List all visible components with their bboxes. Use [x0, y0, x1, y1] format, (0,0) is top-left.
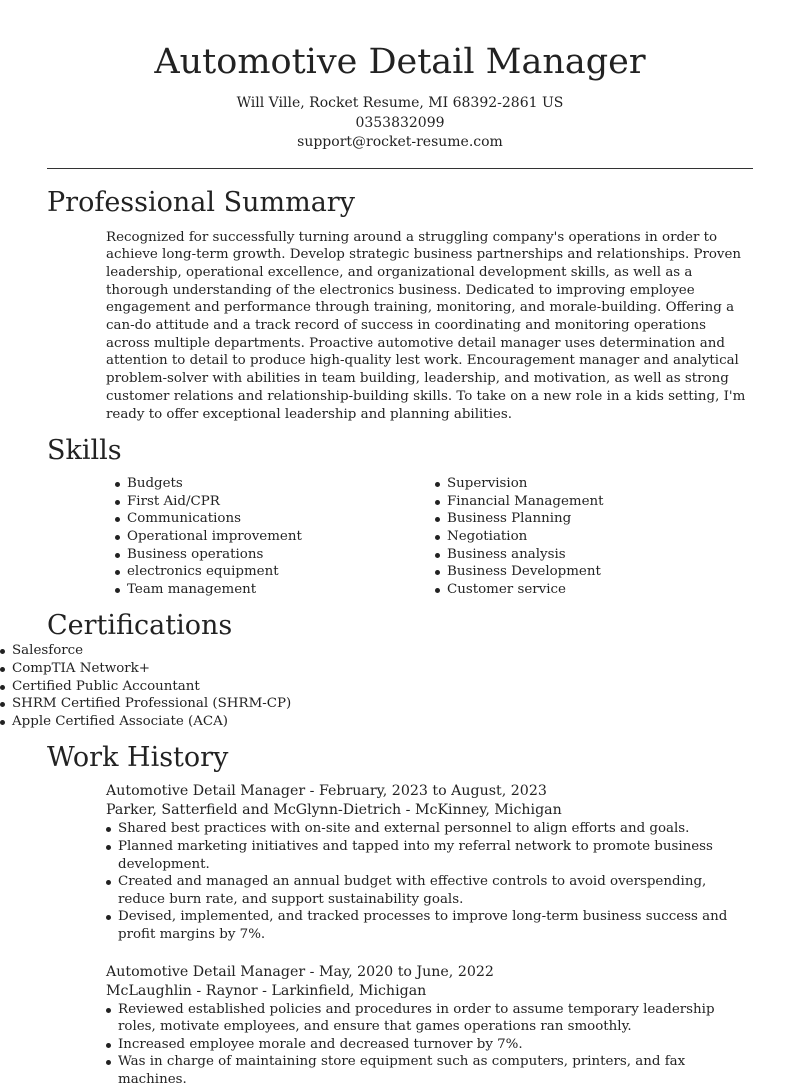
job-bullet: Created and managed an annual budget with effective controls to avoid overspending, reduce burn rate, and support sustainability goals.: [106, 873, 753, 908]
job-bullet: Increased employee morale and decreased turnover by 7%.: [106, 1036, 753, 1054]
contact-email: support@rocket-resume.com: [297, 134, 503, 150]
resume-title: Automotive Detail Manager: [154, 42, 646, 82]
contact-block: [0, 94, 800, 153]
certification-item: Certified Public Accountant: [0, 678, 800, 696]
contact-address: Will Ville, Rocket Resume, MI 68392-2861 US: [236, 95, 564, 111]
contact-phone: 0353832099: [355, 114, 445, 131]
job-role-dates: Automotive Detail Manager - May, 2020 to June, 2022: [106, 963, 494, 980]
skills-heading: Skills: [47, 435, 122, 467]
resume-header: [0, 0, 800, 153]
certification-item: Salesforce: [0, 642, 800, 660]
job-bullet: Was in charge of maintaining store equipment such as computers, printers, and fax machines.: [106, 1053, 753, 1088]
job-entry: [106, 963, 753, 1088]
certification-item: Apple Certified Associate (ACA): [0, 713, 800, 731]
certification-item: SHRM Certified Professional (SHRM-CP): [0, 695, 800, 713]
skills-list: [0, 475, 800, 598]
skills-column-2: [435, 475, 604, 598]
skill-item: Business Planning: [435, 510, 604, 528]
job-bullets: [106, 1001, 753, 1088]
work-history-heading: Work History: [47, 742, 229, 774]
skill-item: Business Development: [435, 563, 604, 581]
job-company-location: Parker, Satterfield and McGlynn-Dietrich - McKinney, Michigan: [106, 802, 562, 819]
job-bullet: Shared best practices with on-site and external personnel to align efforts and goals.: [106, 820, 753, 838]
job-entry: [106, 782, 753, 943]
skill-item: Supervision: [435, 475, 604, 493]
job-company-location: McLaughlin - Raynor - Larkinfield, Michigan: [106, 982, 427, 999]
skill-item: electronics equipment: [115, 563, 435, 581]
job-bullets: [106, 820, 753, 943]
skill-item: Business operations: [115, 546, 435, 564]
skill-item: Operational improvement: [115, 528, 435, 546]
skill-item: Budgets: [115, 475, 435, 493]
skill-item: Customer service: [435, 581, 604, 599]
skill-item: Communications: [115, 510, 435, 528]
skill-item: Financial Management: [435, 493, 604, 511]
skills-column-1: [115, 475, 435, 598]
certifications-heading: Certifications: [47, 610, 233, 642]
skill-item: Team management: [115, 581, 435, 599]
skill-item: First Aid/CPR: [115, 493, 435, 511]
header-divider: [47, 168, 753, 169]
job-bullet: Devised, implemented, and tracked processes to improve long-term business success and profit margins by 7%.: [106, 908, 753, 943]
job-bullet: Reviewed established policies and procedures in order to assume temporary leadership roles, motivate employees, and ensure that games operations ran smoothly.: [106, 1001, 753, 1036]
job-bullet: Planned marketing initiatives and tapped into my referral network to promote business development.: [106, 838, 753, 873]
skill-item: Negotiation: [435, 528, 604, 546]
summary-heading: Professional Summary: [47, 186, 355, 218]
certifications-list: [0, 642, 800, 730]
skill-item: Business analysis: [435, 546, 604, 564]
job-role-dates: Automotive Detail Manager - February, 2023 to August, 2023: [106, 783, 547, 800]
certification-item: CompTIA Network+: [0, 660, 800, 678]
summary-text: Recognized for successfully turning around a struggling company's operations in order to achieve long-term growth. Develop strategic business partnerships and relationships. Proven leadership, operational excellence, and organizational development skills, as well as a thorough understanding of the electronics business. Dedicated to improving employee engagement and performance through training, monitoring, and morale-building. Offering a can-do attitude and a track record of success in coordinating and monitoring operations across multiple departments. Proactive automotive detail manager uses determination and attention to detail to produce high-quality lest work. Encouragement manager and analytical problem-solver with abilities in team building, leadership, and motivation, as well as strong customer relations and relationship-building skills. To take on a new role in a kids setting, I'm ready to offer exceptional leadership and planning abilities.: [106, 229, 746, 422]
